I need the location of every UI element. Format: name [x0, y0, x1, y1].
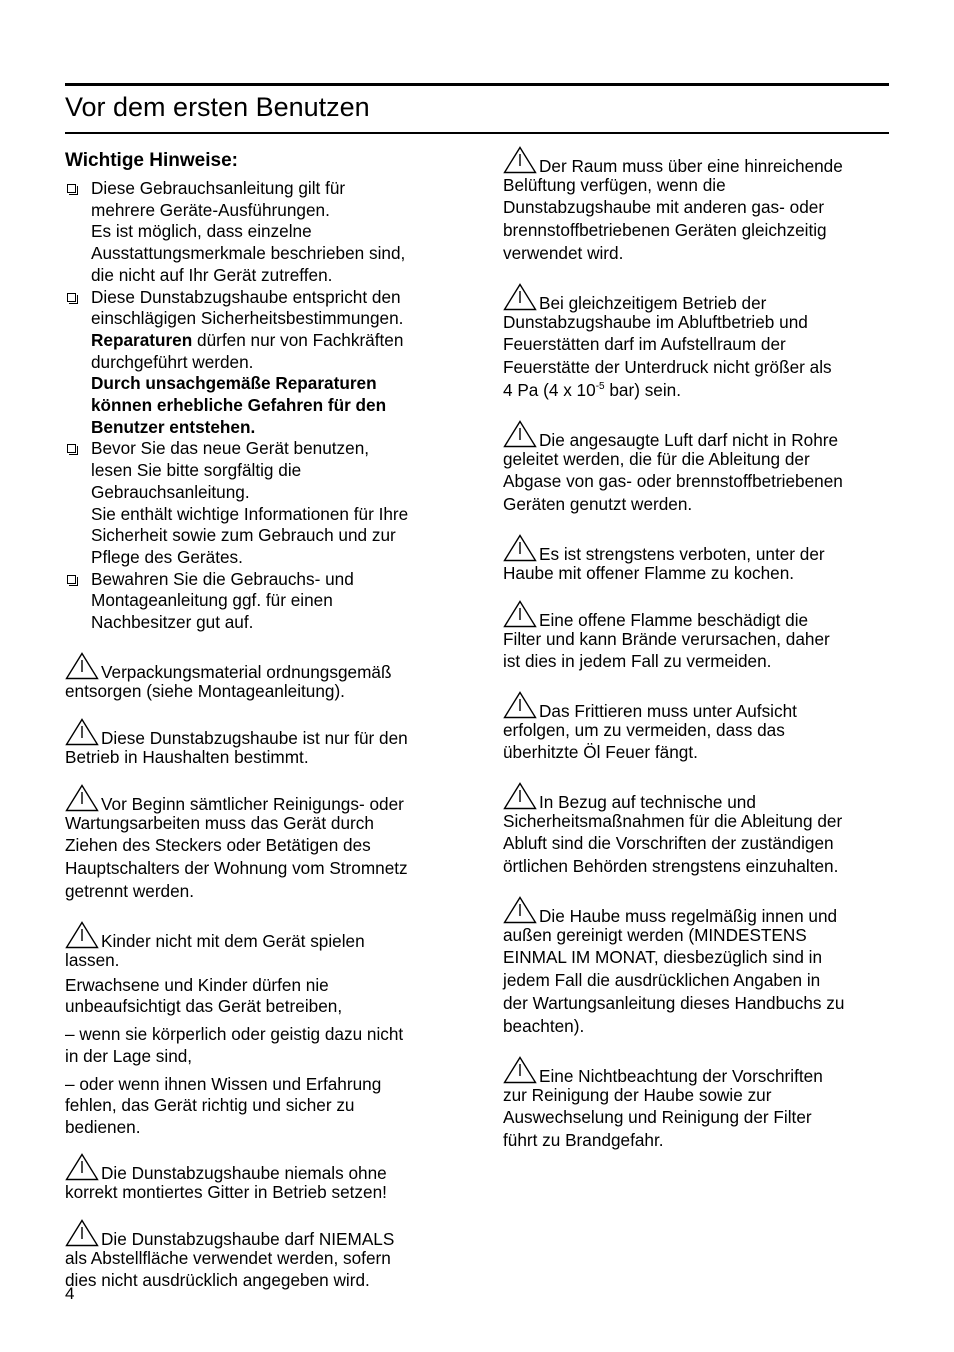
page-title: Vor dem ersten Benutzen — [65, 92, 370, 122]
checkbox-bullet-icon — [67, 575, 76, 584]
warning-triangle-icon — [503, 534, 537, 562]
warning-triangle-icon — [65, 718, 99, 746]
warning-triangle-icon — [503, 782, 537, 810]
warning-note: Die Dunstabzugshaube niemals ohne korrekt montiertes Gitter in Betrieb setzen! — [65, 1153, 457, 1201]
warning-note: Das Frittieren muss unter Aufsicht erfolgen, um zu vermeiden, dass das überhitzte Öl Feuer fängt. — [503, 691, 895, 764]
warning-note: Die Haube muss regelmäßig innen und außen gereinigt werden (MINDESTENS EINMAL IM MONAT, diesbezüglich sind in jedem Fall die ausdrücklichen Angaben in der Wartungsanleitung dieses Handbuchs zu beachten). — [503, 896, 895, 1038]
warnings-block — [65, 652, 457, 969]
top-rule — [65, 83, 889, 86]
title-underline — [65, 132, 889, 134]
warning-note: Die angesaugte Luft darf nicht in Rohre geleitet werden, die für die Ableitung der Abgase von gas- oder brennstoffbetriebenen Geräten genutzt werden. — [503, 420, 895, 516]
warning-triangle-icon — [503, 283, 537, 311]
warning-triangle-icon — [503, 146, 537, 174]
children-para-2: – wenn sie körperlich oder geistig dazu nicht in der Lage sind, — [65, 1024, 404, 1066]
notes-list — [65, 178, 457, 634]
warning-note: Eine offene Flamme beschädigt die Filter und kann Brände verursachen, daher ist dies in jedem Fall zu vermeiden. — [503, 600, 895, 673]
checkbox-bullet-icon — [67, 184, 76, 193]
warning-triangle-icon — [503, 896, 537, 924]
children-para-1: Erwachsene und Kinder dürfen nie unbeaufsichtigt das Gerät betreiben, — [65, 974, 343, 1017]
pressure-value: 4 Pa (4 x $10^{-5}$ bar) sein. — [503, 380, 682, 400]
warning-triangle-icon — [503, 1056, 537, 1084]
warning-triangle-icon — [65, 1219, 99, 1247]
warning-note: Es ist strengstens verboten, unter der Haube mit offener Flamme zu kochen. — [503, 534, 895, 582]
warning-note: Vor Beginn sämtlicher Reinigungs- oder Wartungsarbeiten muss das Gerät durch Ziehen des Steckers oder Betätigen des Hauptschalters der Wohnung vom Stromnetz getrennt werden. — [65, 784, 457, 903]
warning-note: Bei gleichzeitigem Betrieb der Dunstabzugshaube im Abluftbetrieb und Feuerstätten darf im Aufstellraum der Feuerstätte der Unterdruck nicht größer als 4 Pa (4 x $10^{-5}$ bar) sein. — [503, 283, 895, 402]
list-item: Diese Gebrauchsanleitung gilt für mehrere Geräte-Ausführungen. Es ist möglich, dass einzelne Ausstattungsmerkmale beschrieben sind, die nicht auf Ihr Gerät zutreffen. — [65, 178, 457, 287]
warning-note: Die Dunstabzugshaube darf NIEMALS als Abstellfläche verwendet werden, sofern dies nicht ausdrücklich angegeben wird. — [65, 1219, 457, 1292]
warning-triangle-icon — [503, 600, 537, 628]
warning-note: In Bezug auf technische und Sicherheitsmaßnahmen für die Ableitung der Abluft sind die Vorschriften der zuständigen örtlichen Behörden strengstens einzuhalten. — [503, 782, 895, 878]
warning-note: Verpackungsmaterial ordnungsgemäß entsorgen (siehe Montageanleitung). — [65, 652, 457, 700]
warning-triangle-icon — [65, 1153, 99, 1181]
warning-triangle-icon — [65, 784, 99, 812]
list-item: Bewahren Sie die Gebrauchs- und Montageanleitung ggf. für einen Nachbesitzer gut auf. — [65, 569, 457, 634]
children-paragraphs — [65, 975, 457, 1139]
warning-triangle-icon — [65, 652, 99, 680]
warnings-block-2 — [65, 1153, 457, 1292]
warning-note: Der Raum muss über eine hinreichende Belüftung verfügen, wenn die Dunstabzugshaube mit anderen gas- oder brennstoffbetriebenen Geräten gleichzeitig verwendet wird. — [503, 146, 895, 265]
warnings-block — [503, 146, 895, 1152]
warning-triangle-icon — [65, 921, 99, 949]
left-column — [65, 146, 457, 1292]
checkbox-bullet-icon — [67, 293, 76, 302]
warning-note: Diese Dunstabzugshaube ist nur für den Betrieb in Haushalten bestimmt. — [65, 718, 457, 766]
children-para-3: – oder wenn ihnen Wissen und Erfahrung fehlen, das Gerät richtig und sicher zu bedienen. — [65, 1073, 382, 1137]
list-item: Bevor Sie das neue Gerät benutzen, lesen Sie bitte sorgfältig die Gebrauchsanleitung. Sie enthält wichtige Informationen für Ihre Sicherheit sowie zum Gebrauch und zur Pflege des Gerätes. — [65, 438, 457, 568]
warning-note: Kinder nicht mit dem Gerät spielen lassen. — [65, 921, 457, 969]
section-heading: Wichtige Hinweise: — [65, 150, 238, 171]
checkbox-bullet-icon — [67, 444, 76, 453]
right-column — [503, 146, 895, 1152]
warning-triangle-icon — [503, 420, 537, 448]
warning-triangle-icon — [503, 691, 537, 719]
page-number: 4 — [65, 1284, 75, 1303]
list-item: Diese Dunstabzugshaube entspricht den einschlägigen Sicherheitsbestimmungen. Reparaturen dürfen nur von Fachkräften durchgeführt werden. Durch unsachgemäße Reparaturen können erhebliche Gefahren für den Benutzer entstehen. — [65, 287, 457, 439]
warning-note: Eine Nichtbeachtung der Vorschriften zur Reinigung der Haube sowie zur Auswechselung und Reinigung der Filter führt zu Brandgefahr. — [503, 1056, 895, 1152]
